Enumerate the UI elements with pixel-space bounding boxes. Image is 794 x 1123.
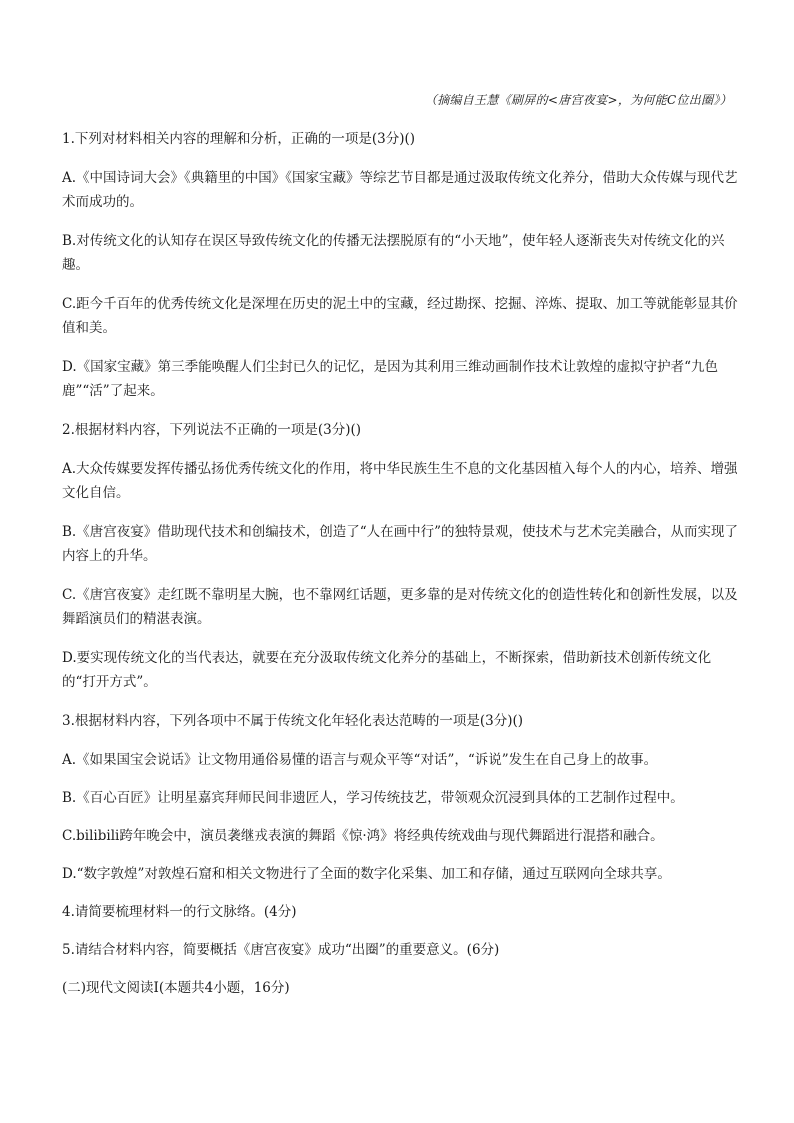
- question-2: [62, 418, 742, 442]
- question-title: 3.根据材料内容，下列各项中不属于传统文化年轻化表达范畴的一项是(3分)(): [62, 713, 524, 729]
- option-text: C.bilibili跨年晚会中，演员袭继戎表演的舞蹈《惊·鸿》将经典传统戏曲与现代舞蹈进行混搭和融合。: [62, 828, 664, 844]
- option-text: D.要实现传统文化的当代表达，就要在充分汲取传统文化养分的基础上，不断探索，借助新技术创新传统文化的“打开方式”。: [62, 650, 712, 690]
- option-text: A.《如果国宝会说话》让文物用通俗易懂的语言与观众平等“对话”，“诉说”发生在自己身上的故事。: [62, 752, 658, 768]
- question-2-option-d: [62, 646, 742, 694]
- option-text: B.对传统文化的认知存在误区导致传统文化的传播无法摆脱原有的“小天地”，使年轻人逐渐丧失对传统文化的兴趣。: [62, 233, 725, 273]
- option-text: D.《国家宝藏》第三季能唤醒人们尘封已久的记忆，是因为其利用三维动画制作技术让敦煌的虚拟守护者“九色鹿”“活”了起来。: [62, 359, 719, 399]
- question-2-option-b: [62, 520, 742, 568]
- section-heading-block: [62, 976, 742, 1000]
- question-title: 2.根据材料内容，下列说法不正确的一项是(3分)(): [62, 422, 362, 438]
- option-text: C.距今千百年的优秀传统文化是深埋在历史的泥土中的宝藏，经过勘探、挖掘、淬炼、提取、加工等就能彰显其价值和美。: [62, 296, 738, 336]
- question-1-option-a: [62, 166, 742, 214]
- option-text: C.《唐宫夜宴》走红既不靠明星大腕，也不靠网红话题，更多靠的是对传统文化的创造性转化和创新性发展，以及舞蹈演员们的精湛表演。: [62, 587, 738, 627]
- question-1-option-d: [62, 355, 742, 403]
- question-3: [62, 709, 742, 733]
- question-title: 1.下列对材料相关内容的理解和分析，正确的一项是(3分)(): [62, 131, 416, 147]
- question-1: [62, 127, 742, 151]
- question-4: [62, 900, 742, 924]
- question-3-option-d: [62, 862, 742, 886]
- question-2-option-a: [62, 457, 742, 505]
- option-text: D.“数字敦煌”对敦煌石窟和相关文物进行了全面的数字化采集、加工和存储，通过互联网向全球共享。: [62, 866, 671, 882]
- question-1-option-b: [62, 229, 742, 277]
- question-2-option-c: [62, 583, 742, 631]
- question-3-option-c: [62, 824, 742, 848]
- source-note: （摘编自王慧《刷屏的<唐宫夜宴>，为何能C位出圈》）: [424, 93, 732, 107]
- question-1-option-c: [62, 292, 742, 340]
- section-heading: (二)现代文阅读Ⅰ(本题共4小题，16分): [62, 980, 290, 996]
- option-text: A.大众传媒要发挥传播弘扬优秀传统文化的作用，将中华民族生生不息的文化基因植入每个人的内心，培养、增强文化自信。: [62, 461, 738, 501]
- question-5: [62, 938, 742, 962]
- option-text: A.《中国诗词大会》《典籍里的中国》《国家宝藏》等综艺节目都是通过汲取传统文化养分，借助大众传媒与现代艺术而成功的。: [62, 170, 738, 210]
- option-text: B.《百心百匠》让明星嘉宾拜师民间非遗匠人，学习传统技艺，带领观众沉浸到具体的工艺制作过程中。: [62, 790, 684, 806]
- question-3-option-b: [62, 786, 742, 810]
- question-3-option-a: [62, 748, 742, 772]
- question-title: 5.请结合材料内容，简要概括《唐宫夜宴》成功“出圈”的重要意义。(6分): [62, 942, 500, 958]
- question-title: 4.请简要梳理材料一的行文脉络。(4分): [62, 904, 297, 920]
- option-text: B.《唐宫夜宴》借助现代技术和创编技术，创造了“人在画中行”的独特景观，使技术与艺术完美融合，从而实现了内容上的升华。: [62, 524, 739, 564]
